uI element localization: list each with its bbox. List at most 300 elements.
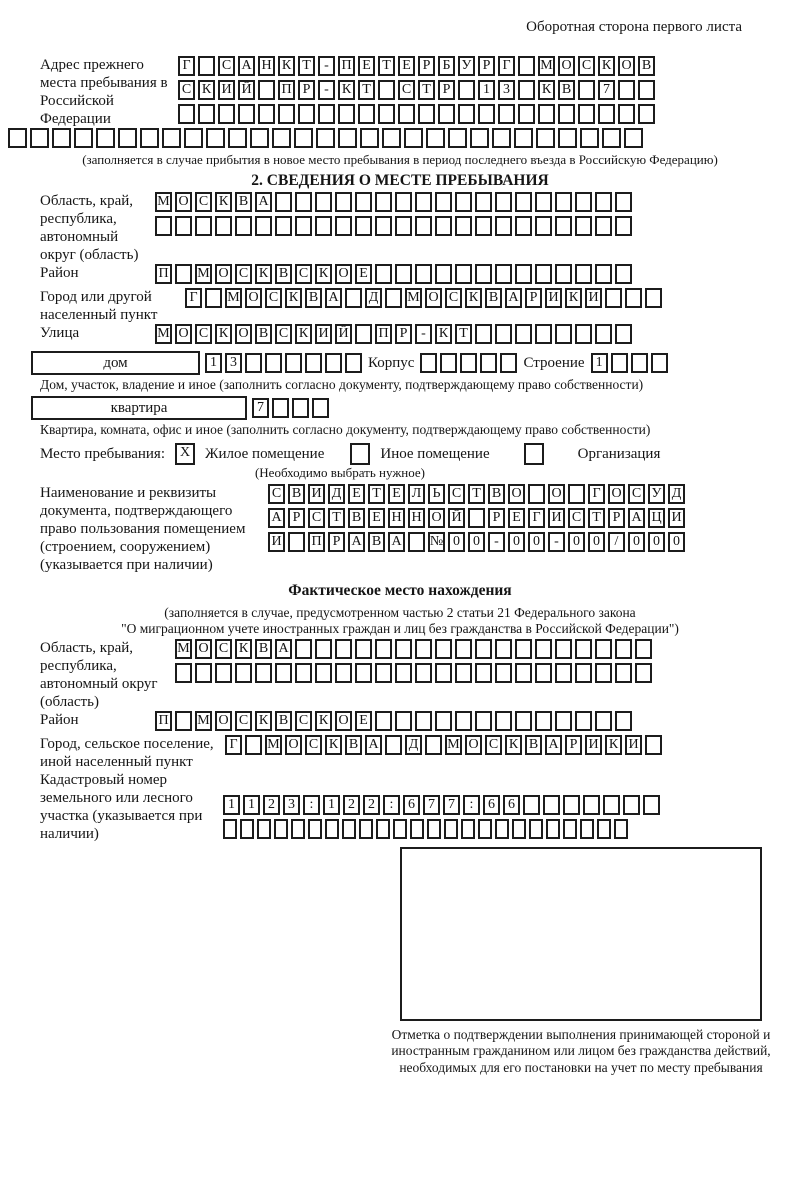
char-box: Р [478, 56, 495, 76]
char-box: В [275, 711, 292, 731]
char-box [258, 104, 275, 124]
char-box: Т [588, 508, 605, 528]
char-box [595, 216, 612, 236]
char-box: Р [288, 508, 305, 528]
char-box: Р [438, 80, 455, 100]
actual-district-label: Район [40, 712, 79, 729]
char-box [435, 264, 452, 284]
char-box [615, 711, 632, 731]
document-boxes [268, 484, 688, 556]
char-box [495, 819, 509, 839]
char-box [378, 80, 395, 100]
char-box [543, 795, 560, 815]
char-box: К [198, 80, 215, 100]
char-box: К [325, 735, 342, 755]
char-box: Ц [648, 508, 665, 528]
char-box-row [155, 216, 635, 236]
stroenie-label: Строение [523, 355, 585, 372]
char-box [475, 192, 492, 212]
char-box: С [578, 56, 595, 76]
char-box [635, 639, 652, 659]
char-box [555, 663, 572, 683]
char-box: Т [455, 324, 472, 344]
char-box [624, 128, 643, 148]
char-box: К [505, 735, 522, 755]
char-box [535, 264, 552, 284]
char-box [575, 663, 592, 683]
char-box [460, 353, 477, 373]
char-box: Н [258, 56, 275, 76]
previous-address-label: Адрес прежнего места пребывания в Российской Федерации [40, 57, 168, 127]
char-box-row [268, 508, 688, 528]
char-box: О [428, 508, 445, 528]
char-box: П [338, 56, 355, 76]
char-box: Г [178, 56, 195, 76]
char-box: Д [405, 735, 422, 755]
char-box [206, 128, 225, 148]
char-box: Т [418, 80, 435, 100]
char-box [215, 216, 232, 236]
char-box [298, 104, 315, 124]
char-box [325, 819, 339, 839]
char-box: Е [368, 508, 385, 528]
char-box [515, 639, 532, 659]
char-box: О [175, 192, 192, 212]
char-box [468, 508, 485, 528]
char-box [615, 324, 632, 344]
char-box: В [275, 264, 292, 284]
char-box: 2 [363, 795, 380, 815]
char-box: 6 [503, 795, 520, 815]
char-box [528, 484, 545, 504]
char-box [615, 264, 632, 284]
char-box [335, 663, 352, 683]
char-box [595, 324, 612, 344]
char-box [455, 639, 472, 659]
field-document [40, 484, 800, 574]
char-box [475, 663, 492, 683]
char-box [295, 639, 312, 659]
char-box: Г [528, 508, 545, 528]
char-box [575, 711, 592, 731]
char-box [515, 216, 532, 236]
document-label: Наименование и реквизиты документа, подтверждающего право пользования помещением (строением, сооружением) (указывается при наличии) [40, 485, 246, 574]
stamp-area [391, 847, 771, 1076]
char-box: О [618, 56, 635, 76]
char-box: Б [438, 56, 455, 76]
char-box [455, 264, 472, 284]
char-box-row [155, 711, 635, 731]
char-box [140, 128, 159, 148]
char-box-row [225, 735, 665, 755]
char-box: Т [468, 484, 485, 504]
char-box [315, 192, 332, 212]
char-box: С [308, 508, 325, 528]
char-box [315, 663, 332, 683]
char-box [250, 128, 269, 148]
char-box: Т [328, 508, 345, 528]
char-box [535, 216, 552, 236]
char-box [538, 104, 555, 124]
char-box [398, 104, 415, 124]
char-box [645, 735, 662, 755]
stamp-box [400, 847, 762, 1021]
char-box [393, 819, 407, 839]
char-box: - [318, 56, 335, 76]
field-actual-district [40, 711, 800, 735]
char-box [265, 353, 282, 373]
char-box [470, 128, 489, 148]
char-box [198, 104, 215, 124]
char-box [305, 353, 322, 373]
char-box [335, 639, 352, 659]
char-box: В [255, 639, 272, 659]
char-box [595, 639, 612, 659]
char-box [385, 735, 402, 755]
char-box: К [315, 264, 332, 284]
char-box-row [175, 639, 655, 659]
char-box: 2 [343, 795, 360, 815]
char-box [535, 639, 552, 659]
char-box: С [235, 711, 252, 731]
char-box: - [488, 532, 505, 552]
char-box [512, 819, 526, 839]
char-box-row [178, 56, 658, 76]
char-box: О [465, 735, 482, 755]
char-box: И [315, 324, 332, 344]
char-box: О [608, 484, 625, 504]
char-box [420, 353, 437, 373]
char-box [555, 264, 572, 284]
char-box [515, 324, 532, 344]
char-box: А [505, 288, 522, 308]
char-box: 3 [498, 80, 515, 100]
char-box [495, 711, 512, 731]
char-box-row [205, 353, 365, 373]
char-box: А [545, 735, 562, 755]
field-city [40, 288, 800, 324]
char-box: О [215, 711, 232, 731]
char-box [378, 104, 395, 124]
char-box: О [548, 484, 565, 504]
char-box [96, 128, 115, 148]
char-box [515, 663, 532, 683]
char-box [382, 128, 401, 148]
char-box: К [215, 192, 232, 212]
section2-title: 2. СВЕДЕНИЯ О МЕСТЕ ПРЕБЫВАНИЯ [251, 171, 549, 189]
char-box: Е [355, 264, 372, 284]
field-street [40, 324, 800, 348]
char-box [376, 819, 390, 839]
char-box: М [265, 735, 282, 755]
char-box: 1 [478, 80, 495, 100]
char-box [295, 663, 312, 683]
char-box [335, 192, 352, 212]
char-box [274, 819, 288, 839]
char-box: К [315, 711, 332, 731]
char-box: Н [408, 508, 425, 528]
char-box [74, 128, 93, 148]
actual-location-note-2: "О миграционном учете иностранных граждан и лиц без гражданства в Российской Федерации") [121, 620, 679, 636]
char-box [458, 80, 475, 100]
char-box [255, 216, 272, 236]
char-box [175, 264, 192, 284]
char-box [418, 104, 435, 124]
char-box [318, 104, 335, 124]
char-box: Т [298, 56, 315, 76]
char-box: В [288, 484, 305, 504]
char-box [295, 192, 312, 212]
char-box: М [155, 324, 172, 344]
char-box [514, 128, 533, 148]
char-box [498, 104, 515, 124]
char-box [495, 264, 512, 284]
char-box: К [278, 56, 295, 76]
field-cadastral [40, 771, 800, 843]
field-actual-city [40, 735, 800, 771]
char-box: Т [358, 80, 375, 100]
house-note: Дом, участок, владение и иное (заполнить согласно документу, подтверждающему право собственности) [40, 377, 644, 393]
char-box [355, 663, 372, 683]
char-box-row [223, 819, 663, 839]
char-box [438, 104, 455, 124]
actual-region-boxes [175, 639, 655, 687]
char-box: - [318, 80, 335, 100]
char-box: С [275, 324, 292, 344]
char-box: : [303, 795, 320, 815]
char-box: С [265, 288, 282, 308]
char-box: С [235, 264, 252, 284]
char-box: К [598, 56, 615, 76]
char-box [495, 663, 512, 683]
char-box [435, 639, 452, 659]
char-box [455, 663, 472, 683]
char-box [555, 216, 572, 236]
char-box: В [235, 192, 252, 212]
char-box [458, 104, 475, 124]
char-box: К [605, 735, 622, 755]
char-box: П [278, 80, 295, 100]
field-apartment [31, 396, 800, 420]
char-box [478, 819, 492, 839]
char-box [618, 80, 635, 100]
char-box [30, 128, 49, 148]
char-box: К [435, 324, 452, 344]
char-box: К [565, 288, 582, 308]
char-box-row [268, 532, 688, 552]
char-box [583, 795, 600, 815]
char-box [338, 104, 355, 124]
korpus-label: Корпус [368, 355, 415, 372]
char-box: 7 [598, 80, 615, 100]
actual-region-label: Область, край, республика, автономный округ (область) [40, 640, 158, 711]
char-box [184, 128, 203, 148]
char-box [275, 663, 292, 683]
char-box [395, 192, 412, 212]
option-organization-label: Организация [577, 445, 661, 462]
char-box: В [305, 288, 322, 308]
char-box [515, 192, 532, 212]
char-box: И [218, 80, 235, 100]
char-box [375, 192, 392, 212]
char-box-row [223, 795, 663, 815]
checkbox-organization [524, 443, 544, 465]
char-box [578, 104, 595, 124]
char-box: О [335, 711, 352, 731]
char-box [535, 324, 552, 344]
char-box-row [178, 80, 658, 100]
region-boxes [155, 192, 635, 240]
char-box: П [155, 711, 172, 731]
option-other-premises-label: Иное помещение [380, 445, 490, 462]
char-box: О [245, 288, 262, 308]
char-box [228, 128, 247, 148]
char-box: И [585, 288, 602, 308]
char-box [415, 711, 432, 731]
char-box [605, 288, 622, 308]
char-box [272, 398, 289, 418]
char-box-row [155, 324, 635, 344]
char-box [615, 216, 632, 236]
char-box: 0 [628, 532, 645, 552]
char-box [215, 663, 232, 683]
field-previous-address [40, 56, 800, 128]
char-box: Е [388, 484, 405, 504]
char-box [427, 819, 441, 839]
char-box-row [175, 663, 655, 683]
char-box: В [525, 735, 542, 755]
char-box [8, 128, 27, 148]
char-box [426, 128, 445, 148]
char-box: № [428, 532, 445, 552]
char-box: И [545, 288, 562, 308]
char-box-row [420, 353, 520, 373]
char-box: С [215, 639, 232, 659]
char-box: М [175, 639, 192, 659]
char-box [555, 192, 572, 212]
char-box: М [405, 288, 422, 308]
char-box: О [195, 639, 212, 659]
char-box [425, 735, 442, 755]
char-box: К [215, 324, 232, 344]
char-box: К [338, 80, 355, 100]
char-box [575, 264, 592, 284]
char-box: 0 [648, 532, 665, 552]
char-box [375, 711, 392, 731]
char-box [575, 324, 592, 344]
char-box: Е [348, 484, 365, 504]
char-box: Ь [428, 484, 445, 504]
char-box: С [295, 264, 312, 284]
char-box [603, 795, 620, 815]
char-box: Д [328, 484, 345, 504]
char-box: И [268, 532, 285, 552]
char-box [294, 128, 313, 148]
char-box [235, 663, 252, 683]
char-box: А [348, 532, 365, 552]
char-box [415, 639, 432, 659]
char-box [338, 128, 357, 148]
char-box [255, 663, 272, 683]
char-box [315, 216, 332, 236]
char-box: Р [395, 324, 412, 344]
char-box [500, 353, 517, 373]
char-box [258, 80, 275, 100]
char-box [568, 484, 585, 504]
char-box [615, 192, 632, 212]
actual-location-note-1: (заполняется в случае, предусмотренном частью 2 статьи 21 Федерального закона [164, 604, 636, 620]
char-box-row [178, 104, 658, 124]
char-box [638, 80, 655, 100]
char-box: Р [608, 508, 625, 528]
char-box: А [255, 192, 272, 212]
char-box [645, 288, 662, 308]
char-box: Н [388, 508, 405, 528]
char-box: Р [418, 56, 435, 76]
char-box [355, 192, 372, 212]
char-box [440, 353, 457, 373]
char-box [325, 353, 342, 373]
char-box [52, 128, 71, 148]
char-box: Е [398, 56, 415, 76]
char-box [345, 288, 362, 308]
char-box: О [508, 484, 525, 504]
char-box: Д [668, 484, 685, 504]
char-box: С [195, 324, 212, 344]
apartment-note: Квартира, комната, офис и иное (заполнить согласно документу, подтверждающему право собственности) [40, 422, 651, 438]
char-box [575, 192, 592, 212]
char-box [435, 663, 452, 683]
char-box [375, 216, 392, 236]
char-box [558, 104, 575, 124]
char-box: М [445, 735, 462, 755]
char-box [316, 128, 335, 148]
street-label: Улица [40, 325, 80, 342]
char-box [395, 711, 412, 731]
char-box: В [348, 508, 365, 528]
char-box: Р [488, 508, 505, 528]
char-box [478, 104, 495, 124]
char-box [480, 353, 497, 373]
char-box: 6 [483, 795, 500, 815]
char-box [395, 216, 412, 236]
char-box: К [295, 324, 312, 344]
char-box: В [558, 80, 575, 100]
char-box [495, 192, 512, 212]
char-box [335, 216, 352, 236]
char-box: В [485, 288, 502, 308]
char-box [515, 264, 532, 284]
char-box: 1 [323, 795, 340, 815]
char-box [195, 663, 212, 683]
previous-address-note: (заполняется в случае прибытия в новое место пребывания в период последнего въезда в Российскую Федерацию) [82, 152, 718, 167]
char-box [625, 288, 642, 308]
char-box: 0 [568, 532, 585, 552]
char-box: С [568, 508, 585, 528]
char-box [475, 324, 492, 344]
char-box: К [538, 80, 555, 100]
char-box: В [255, 324, 272, 344]
char-box: О [335, 264, 352, 284]
char-box: 0 [448, 532, 465, 552]
char-box: С [305, 735, 322, 755]
char-box: Г [185, 288, 202, 308]
char-box: С [398, 80, 415, 100]
char-box [643, 795, 660, 815]
char-box [245, 353, 262, 373]
char-box: И [548, 508, 565, 528]
stamp-caption: Отметка о подтверждении выполнения принимающей стороной и иностранным гражданином или лицом без гражданства действий, необходимых для его постановки на учет по месту пребывания [391, 1027, 771, 1075]
